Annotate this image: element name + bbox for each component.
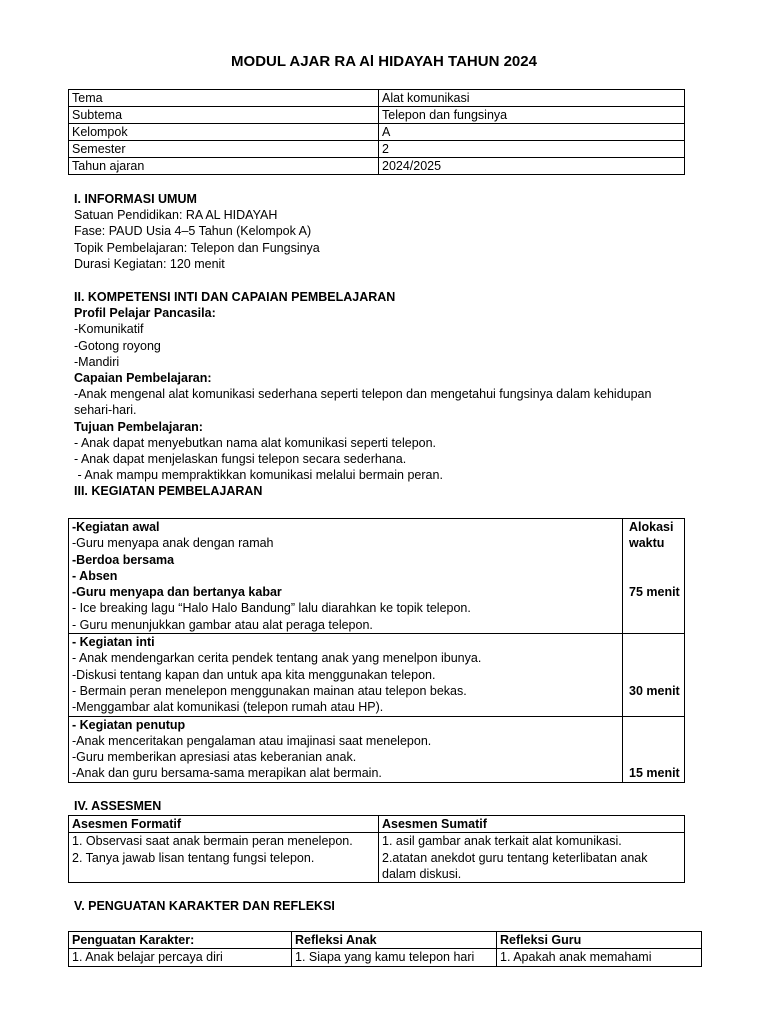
- alokasi-cell: [623, 634, 685, 716]
- kegiatan-line: - Ice breaking lagu “Halo Halo Bandung” lalu diarahkan ke topik telepon.: [72, 601, 471, 616]
- info-label-tahun-ajaran: Tahun ajaran: [69, 158, 379, 175]
- alokasi-cell: [623, 716, 685, 782]
- table-row: [69, 833, 685, 883]
- alokasi-cell: [623, 519, 685, 634]
- info-line: Satuan Pendidikan: RA AL HIDAYAH: [74, 208, 278, 223]
- table-row: [69, 107, 685, 124]
- kegiatan-line: -Guru menyapa dan bertanya kabar: [72, 585, 282, 600]
- alokasi-header: Alokasi: [629, 520, 674, 534]
- section-penguatan-karakter: [74, 898, 714, 914]
- asesmen-sumatif-header: Asesmen Sumatif: [379, 816, 685, 833]
- refleksi-guru-cell: 1. Apakah anak memahami: [497, 949, 702, 966]
- alokasi-header: waktu: [629, 536, 665, 551]
- tujuan-item: - Anak mampu mempraktikkan komunikasi melalui bermain peran.: [74, 468, 443, 483]
- section-heading: I. INFORMASI UMUM: [74, 192, 197, 206]
- table-row: [69, 124, 685, 141]
- table-row: [69, 816, 685, 833]
- alokasi-time: 75 menit: [629, 585, 680, 600]
- info-value-semester: 2: [379, 141, 685, 158]
- kegiatan-line: -Menggambar alat komunikasi (telepon rumah atau HP).: [72, 700, 384, 715]
- tujuan-item: - Anak dapat menyebutkan nama alat komunikasi seperti telepon.: [74, 435, 437, 450]
- kegiatan-line: - Kegiatan penutup: [72, 717, 186, 732]
- alokasi-time: 15 menit: [629, 766, 680, 781]
- table-row: [69, 949, 702, 966]
- kegiatan-line: -Anak dan guru bersama-sama merapikan alat bermain.: [72, 766, 382, 781]
- subheading-profil: Profil Pelajar Pancasila:: [74, 306, 216, 321]
- penguatan-karakter-cell: 1. Anak belajar percaya diri: [69, 949, 292, 966]
- table-row: [69, 141, 685, 158]
- info-value-tahun-ajaran: 2024/2025: [379, 158, 685, 175]
- info-line: Topik Pembelajaran: Telepon dan Fungsinya: [74, 240, 320, 255]
- asesmen-sumatif-cell: [379, 833, 685, 883]
- profil-item: -Gotong royong: [74, 338, 161, 353]
- refleksi-anak-cell: 1. Siapa yang kamu telepon hari: [292, 949, 497, 966]
- subheading-tujuan: Tujuan Pembelajaran:: [74, 419, 203, 434]
- sumatif-item: 1. asil gambar anak terkait alat komunikasi.: [382, 834, 622, 849]
- kegiatan-line: - Absen: [72, 568, 118, 583]
- table-row: [69, 158, 685, 175]
- kegiatan-line: -Diskusi tentang kapan dan untuk apa kita menggunakan telepon.: [72, 667, 436, 682]
- subheading-capaian: Capaian Pembelajaran:: [74, 371, 212, 386]
- kegiatan-line: - Bermain peran menelepon menggunakan mainan atau telepon bekas.: [72, 683, 467, 698]
- penguatan-karakter-header: Penguatan Karakter:: [69, 932, 292, 949]
- capaian-line: sehari-hari.: [74, 403, 137, 418]
- tujuan-item: - Anak dapat menjelaskan fungsi telepon secara sederhana.: [74, 452, 407, 467]
- info-value-subtema: Telepon dan fungsinya: [379, 107, 685, 124]
- asesmen-formatif-cell: [69, 833, 379, 883]
- info-line: Durasi Kegiatan: 120 menit: [74, 256, 225, 271]
- kegiatan-line: -Kegiatan awal: [72, 520, 160, 534]
- info-value-kelompok: A: [379, 124, 685, 141]
- kegiatan-awal-cell: [69, 519, 623, 634]
- table-row: [69, 519, 685, 634]
- sumatif-item: 2.atatan anekdot guru tentang keterlibatan anak: [382, 850, 648, 865]
- asesmen-formatif-header: Asesmen Formatif: [69, 816, 379, 833]
- kegiatan-line: -Berdoa bersama: [72, 552, 175, 567]
- table-row: [69, 634, 685, 716]
- refleksi-table: [68, 931, 702, 967]
- info-line: Fase: PAUD Usia 4–5 Tahun (Kelompok A): [74, 224, 312, 239]
- section-asesmen: [74, 798, 714, 814]
- alokasi-time: 30 menit: [629, 683, 680, 698]
- kegiatan-line: -Anak menceritakan pengalaman atau imajinasi saat menelepon.: [72, 733, 432, 748]
- kegiatan-line: - Guru menunjukkan gambar atau alat peraga telepon.: [72, 617, 373, 632]
- kegiatan-table: [68, 518, 685, 783]
- table-row: [69, 932, 702, 949]
- refleksi-anak-header: Refleksi Anak: [292, 932, 497, 949]
- info-label-semester: Semester: [69, 141, 379, 158]
- kegiatan-line: -Guru menyapa anak dengan ramah: [72, 536, 274, 551]
- kegiatan-penutup-cell: [69, 716, 623, 782]
- kegiatan-line: - Anak mendengarkan cerita pendek tentang anak yang menelpon ibunya.: [72, 651, 482, 666]
- section-heading: IV. ASSESMEN: [74, 799, 162, 813]
- section-heading: V. PENGUATAN KARAKTER DAN REFLEKSI: [74, 899, 335, 913]
- refleksi-guru-header: Refleksi Guru: [497, 932, 702, 949]
- kegiatan-line: - Kegiatan inti: [72, 635, 155, 650]
- document-title: MODUL AJAR RA Al HIDAYAH TAHUN 2024: [231, 53, 537, 70]
- asesmen-table: [68, 815, 685, 883]
- profil-item: -Mandiri: [74, 354, 120, 369]
- table-row: [69, 716, 685, 782]
- section-informasi-umum: [74, 191, 714, 272]
- formatif-item: 1. Observasi saat anak bermain peran menelepon.: [72, 834, 353, 849]
- capaian-line: -Anak mengenal alat komunikasi sederhana seperti telepon dan mengetahui fungsinya dalam kehidupan: [74, 387, 652, 402]
- info-table: [68, 89, 685, 175]
- info-label-tema: Tema: [69, 90, 379, 107]
- section-heading: III. KEGIATAN PEMBELAJARAN: [74, 484, 263, 499]
- section-kompetensi: [74, 289, 714, 500]
- kegiatan-line: -Guru memberikan apresiasi atas keberanian anak.: [72, 750, 357, 765]
- info-label-kelompok: Kelompok: [69, 124, 379, 141]
- sumatif-item: dalam diskusi.: [382, 866, 462, 881]
- table-row: [69, 90, 685, 107]
- section-heading: II. KOMPETENSI INTI DAN CAPAIAN PEMBELAJARAN: [74, 290, 396, 304]
- info-value-tema: Alat komunikasi: [379, 90, 685, 107]
- kegiatan-inti-cell: [69, 634, 623, 716]
- formatif-item: 2. Tanya jawab lisan tentang fungsi telepon.: [72, 850, 315, 865]
- info-label-subtema: Subtema: [69, 107, 379, 124]
- profil-item: -Komunikatif: [74, 322, 144, 337]
